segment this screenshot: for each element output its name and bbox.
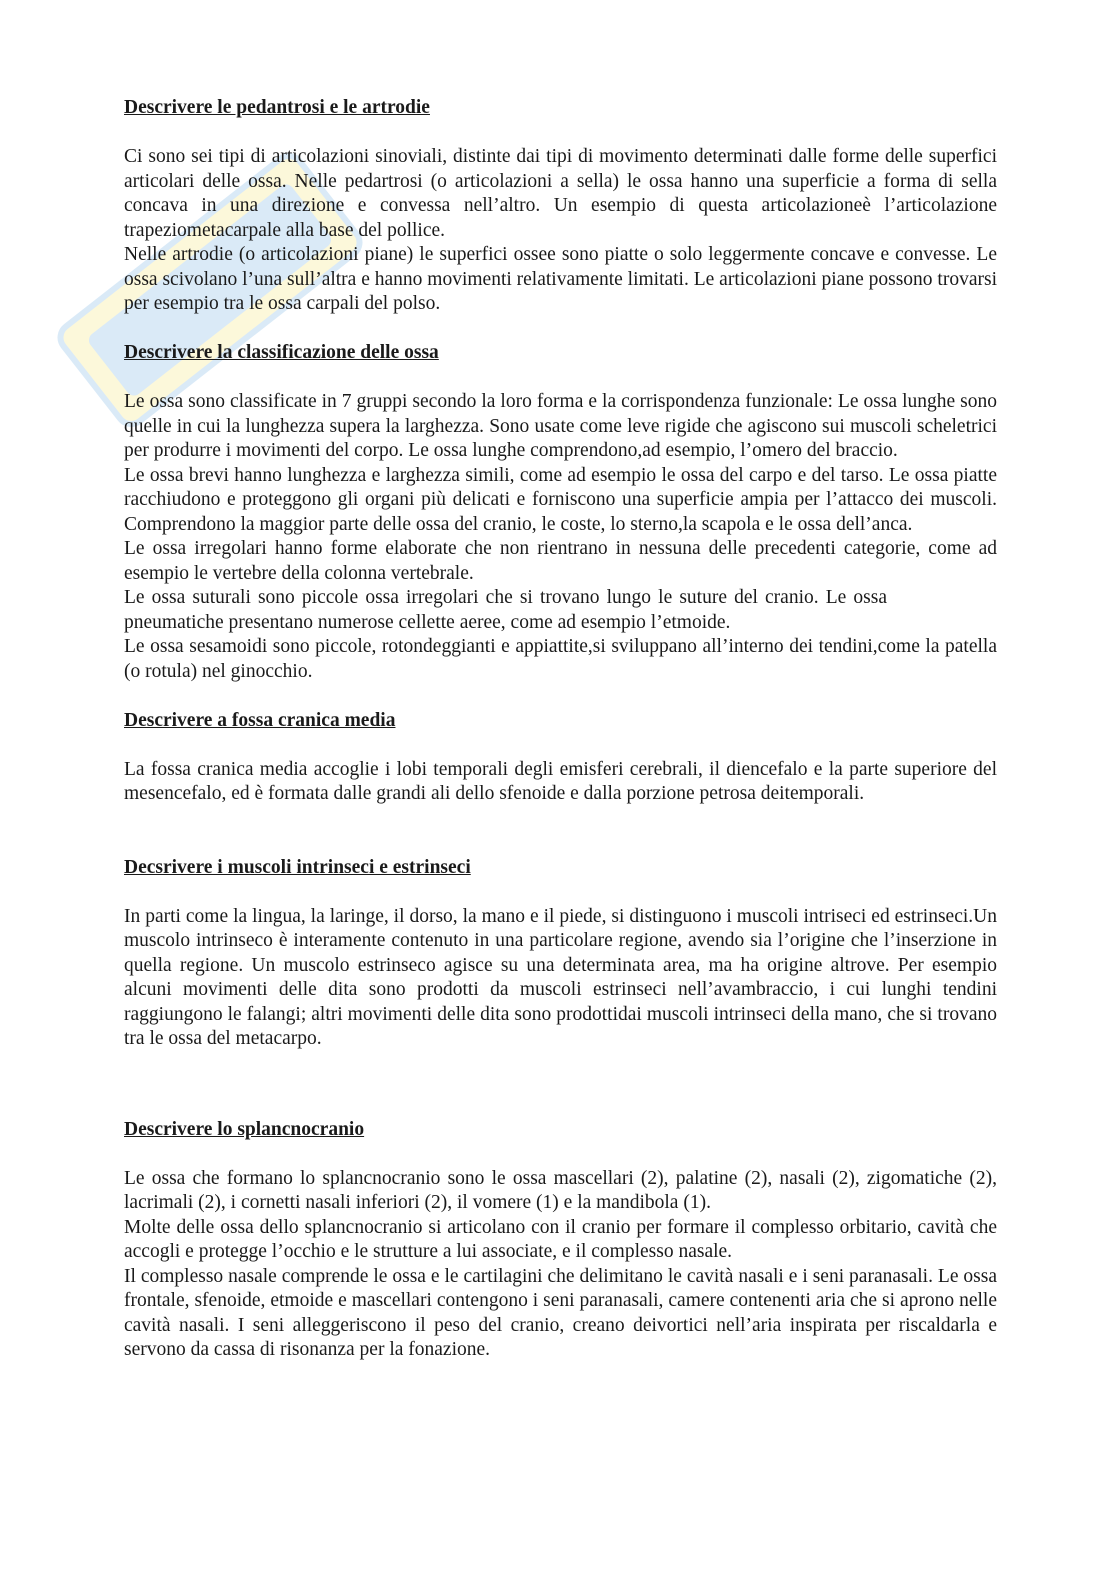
paragraph: Le ossa sesamoidi sono piccole, rotondeggianti e appiattite,si sviluppano all’interno dei tendini,come la patella (o rotula) nel ginocchio. xyxy=(124,636,997,682)
section-fossa-cranica xyxy=(124,709,997,807)
paragraph: Le ossa che formano lo splancnocranio sono le ossa mascellari (2), palatine (2), nasali (2), zigomatiche (2), lacrimali (2), i cornetti nasali inferiori (2), il vomere (1) e la mandibola (1). xyxy=(124,1167,997,1213)
paragraph: Il complesso nasale comprende le ossa e le cartilagini che delimitano le cavità nasali e i seni paranasali. Le ossa frontale, sfenoide, etmoide e mascellari contengono i seni paranasali, camere contenenti aria che si aprono nelle cavità nasali. I seni alleggeriscono il peso del cranio, creano deivortici nell’aria inspirata per riscaldarla e servono da cassa di risonanza per la fonazione. xyxy=(124,1265,997,1360)
paragraph: In parti come la lingua, la laringe, il dorso, la mano e il piede, si distinguono i muscoli intriseci ed estrinseci.Un muscolo intrinseco è interamente contenuto in una particolare regione, avendo sia l’origine che l’inserzione in quella regione. Un muscolo estrinseco agisce su una determinata area, ma ha origine altrove. Per esempio alcuni movimenti delle dita sono prodotti da muscoli estrinseci nell’avambraccio, i cui lunghi tendini raggiungono le falangi; altri movimenti delle dita sono prodottidai muscoli intrinseci della mano, che si trovano tra le ossa del metacarpo. xyxy=(124,905,997,1049)
section-classificazione-ossa xyxy=(124,341,997,684)
document-page xyxy=(124,96,997,1363)
section-heading: Descrivere a fossa cranica media xyxy=(124,709,396,731)
paragraph: Le ossa irregolari hanno forme elaborate che non rientrano in nessuna delle precedenti categorie, come ad esempio le vertebre della colonna vertebrale. xyxy=(124,538,997,584)
paragraph: Ci sono sei tipi di articolazioni sinoviali, distinte dai tipi di movimento determinati dalle forme delle superfici articolari delle ossa. Nelle pedartrosi (o articolazioni a sella) le ossa hanno una superficie a forma di sella concava in una direzione e convessa nell’altro. Un esempio di questa articolazioneè l’articolazione trapeziometacarpale alla base del pollice. xyxy=(124,146,997,241)
section-heading: Descrivere la classificazione delle ossa xyxy=(124,342,439,363)
section-heading: Decsrivere i muscoli intrinseci e estrinseci xyxy=(124,856,471,878)
paragraph: Le ossa brevi hanno lunghezza e larghezza simili, come ad esempio le ossa del carpo e del tarso. Le ossa piatte racchiudono e proteggono gli organi più delicati e forniscono una superficie ampia per l’attacco dei muscoli. Comprendono la maggior parte delle ossa del cranio, le coste, lo sterno,la scapola e le ossa dell’anca. xyxy=(124,464,997,535)
paragraph: Molte delle ossa dello splancnocranio si articolano con il cranio per formare il complesso orbitario, cavità che accogli e protegge l’occhio e le strutture a lui associate, e il complesso nasale. xyxy=(124,1216,997,1262)
paragraph: La fossa cranica media accoglie i lobi temporali degli emisferi cerebrali, il diencefalo e la parte superiore del mesencefalo, ed è formata dalle grandi ali dello sfenoide e dalla porzione petrosa deitemporali. xyxy=(124,758,997,804)
paragraph: Le ossa sono classificate in 7 gruppi secondo la loro forma e la corrispondenza funzionale: Le ossa lunghe sono quelle in cui la lunghezza supera la larghezza. Sono usate come leve rigide che agiscono sui muscoli scheletrici per produrre i movimenti del corpo. Le ossa lunghe comprendono,ad esempio, l’omero del braccio. xyxy=(124,391,997,461)
section-heading: Descrivere le pedantrosi e le artrodie xyxy=(124,97,430,118)
section-splancnocranio xyxy=(124,1118,997,1363)
paragraph: Le ossa suturali sono piccole ossa irregolari che si trovano lungo le suture del cranio. Le ossa pneumatiche presentano numerose cellette aeree, come ad esempio l’etmoide. xyxy=(124,587,887,633)
paragraph: Nelle artrodie (o articolazioni piane) le superfici ossee sono piatte o solo leggermente concave e convesse. Le ossa scivolano l’una sull’altra e hanno movimenti relativamente limitati. Le articolazioni piane possono trovarsi per esempio tra le ossa carpali del polso. xyxy=(124,244,997,314)
section-heading: Descrivere lo splancnocranio xyxy=(124,1118,365,1140)
section-muscoli xyxy=(124,856,997,1052)
section-pedartrosi xyxy=(124,96,997,317)
